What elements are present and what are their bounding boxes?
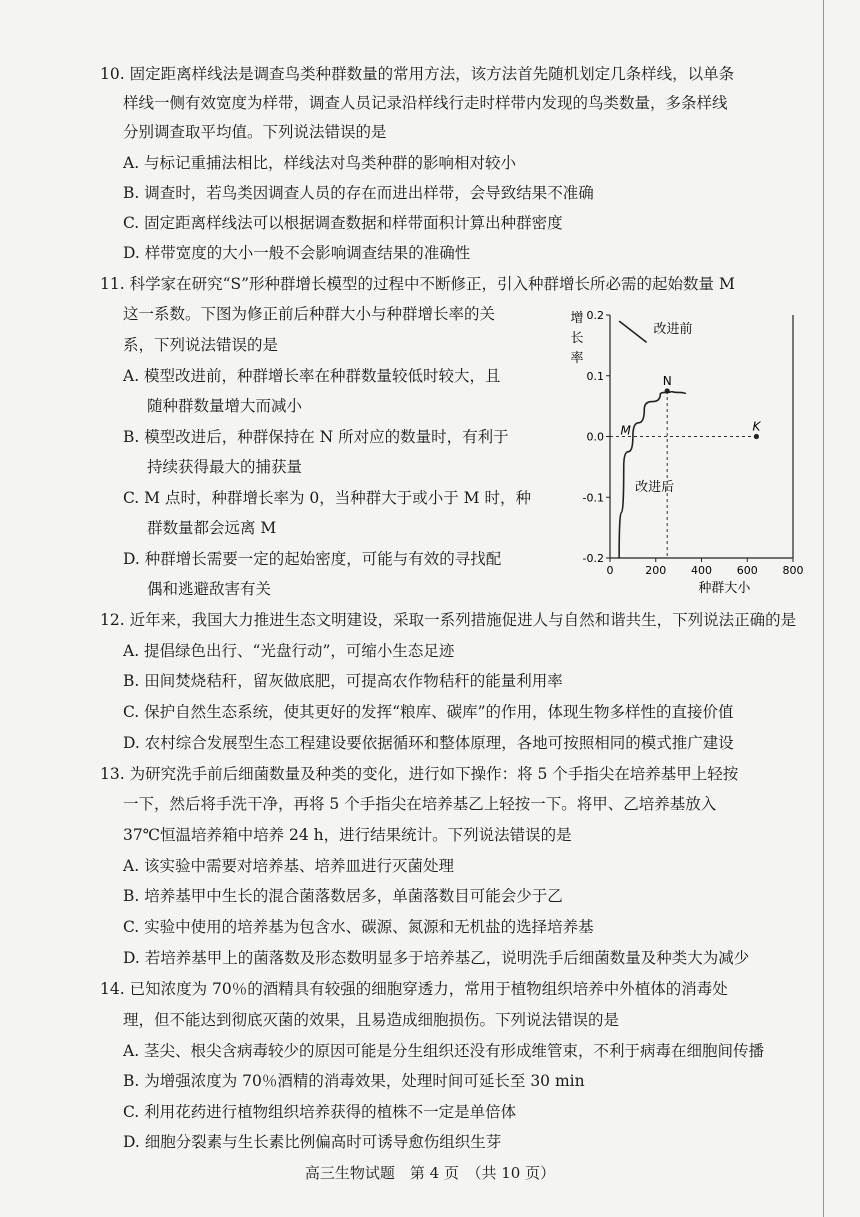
q14-option-b: B. 为增强浓度为 70％酒精的消毒效果，处理时间可延长至 30 min [123, 1072, 585, 1090]
q14-option-c: C. 利用花药进行植物组织培养获得的植株不一定是单倍体 [123, 1103, 517, 1121]
q13-option-c: C. 实验中使用的培养基为包含水、碳源、氮源和无机盐的选择培养基 [123, 918, 594, 936]
chart-label-m: M [620, 423, 631, 438]
growth-rate-chart [555, 300, 815, 600]
q12-stem-line: 12. 近年来，我国大力推进生态文明建设，采取一系列措施促进人与自然和谐共生，下列说法正确的是 [100, 611, 797, 629]
chart-y-tick-label: -0.1 [582, 491, 604, 505]
page-edge-line [823, 0, 824, 1217]
q11-option-c-cont: 群数量都会远离 M [147, 519, 277, 537]
q10-stem-line: 分别调查取平均值。下列说法错误的是 [123, 123, 387, 141]
q11-option-b-cont: 持续获得最大的捕获量 [147, 458, 303, 476]
chart-x-tick-label: 200 [645, 564, 667, 577]
chart-series-before [619, 321, 646, 342]
q10-option-b: B. 调查时，若鸟类因调查人员的存在而进出样带，会导致结果不准确 [123, 184, 594, 202]
chart-point-k [754, 434, 759, 439]
chart-y-tick-label: -0.2 [582, 552, 604, 565]
q13-stem-line: 13. 为研究洗手前后细菌数量及种类的变化，进行如下操作：将 5 个手指尖在培养基甲上轻按 [100, 765, 739, 783]
chart-ylabel-char: 增 [570, 311, 584, 326]
q13-stem-line: 一下，然后将手洗干净，再将 5 个手指尖在培养基乙上轻按一下。将甲、乙培养基放入 [123, 795, 717, 813]
chart-y-tick-label: 0.1 [586, 369, 604, 383]
page-footer: 高三生物试题 第 4 页 （共 10 页） [304, 1164, 556, 1182]
q14-stem-line: 14. 已知浓度为 70％的酒精具有较强的细胞穿透力，常用于植物组织培养中外植体的消毒处 [100, 980, 728, 998]
q14-option-a: A. 茎尖、根尖含病毒较少的原因可能是分生组织还没有形成维管束，不利于病毒在细胞间传播 [123, 1042, 765, 1060]
chart-x-tick-label: 400 [691, 564, 712, 577]
chart-label-n: N [662, 373, 672, 388]
chart-ylabel-char: 长 [570, 331, 584, 346]
q10-option-c: C. 固定距离样线法可以根据调查数据和样带面积计算出种群密度 [123, 214, 563, 232]
q11-option-d-cont: 偶和逃避敌害有关 [147, 580, 272, 598]
chart-point-n [665, 388, 670, 393]
q10-stem-line: 样线一侧有效宽度为样带，调查人员记录沿样线行走时样带内发现的鸟类数量，多条样线 [123, 94, 728, 112]
chart-xlabel: 种群大小 [698, 581, 751, 596]
q12-option-a: A. 提倡绿色出行、“光盘行动”，可缩小生态足迹 [123, 642, 455, 660]
q11-option-a-cont: 随种群数量增大而减小 [147, 397, 303, 415]
q10-stem-line: 10. 固定距离样线法是调查鸟类种群数量的常用方法，该方法首先随机划定几条样线，以单条 [100, 65, 735, 83]
q10-option-d: D. 样带宽度的大小一般不会影响调查结果的准确性 [123, 244, 471, 262]
chart-x-tick-label: 800 [782, 564, 804, 577]
chart-y-tick-label: 0.0 [586, 430, 604, 444]
q11-option-a: A. 模型改进前，种群增长率在种群数量较低时较大，且 [123, 367, 501, 385]
q11-option-c: C. M 点时，种群增长率为 0，当种群大于或小于 M 时，种 [123, 489, 531, 507]
q11-stem-line: 11. 科学家在研究“S”形种群增长模型的过程中不断修正，引入种群增长所必需的起始数量 M [100, 275, 735, 293]
q13-option-b: B. 培养基甲中生长的混合菌落数居多，单菌落数目可能会少于乙 [123, 887, 563, 905]
q11-stem-line: 系，下列说法错误的是 [123, 336, 279, 354]
q12-option-b: B. 田间焚烧秸秆，留灰做底肥，可提高农作物秸秆的能量利用率 [123, 672, 563, 690]
q13-stem-line: 37℃恒温培养箱中培养 24 h，进行结果统计。下列说法错误的是 [123, 826, 572, 844]
q10-option-a: A. 与标记重捕法相比，样线法对鸟类种群的影响相对较小 [123, 154, 517, 172]
q14-option-d: D. 细胞分裂素与生长素比例偏高时可诱导愈伤组织生芽 [123, 1133, 502, 1151]
chart-series-after [619, 391, 685, 558]
q13-option-d: D. 若培养基甲上的菌落数及形态数明显多于培养基乙，说明洗手后细菌数量及种类大为减少 [123, 949, 750, 967]
chart-label-k: K [752, 419, 761, 434]
chart-x-tick-label: 0 [606, 564, 614, 577]
q12-option-c: C. 保护自然生态系统，使其更好的发挥“粮库、碳库”的作用，体现生物多样性的直接价值 [123, 703, 734, 721]
chart-ylabel-char: 率 [570, 351, 584, 366]
q13-option-a: A. 该实验中需要对培养基、培养皿进行灭菌处理 [123, 857, 455, 875]
chart-x-tick-label: 600 [736, 564, 758, 577]
chart-label-after: 改进后 [635, 480, 675, 496]
q11-option-b: B. 模型改进后，种群保持在 N 所对应的数量时，有利于 [123, 428, 509, 446]
q11-option-d: D. 种群增长需要一定的起始密度，可能与有效的寻找配 [123, 550, 502, 568]
chart-label-before: 改进前 [653, 322, 693, 338]
q14-stem-line: 理，但不能达到彻底灭菌的效果，且易造成细胞损伤。下列说法错误的是 [123, 1011, 620, 1029]
q11-stem-line: 这一系数。下图为修正前后种群大小与种群增长率的关 [123, 305, 496, 323]
q12-option-d: D. 农村综合发展型生态工程建设要依据循环和整体原理，各地可按照相同的模式推广建设 [123, 734, 734, 752]
chart-y-tick-label: 0.2 [586, 309, 604, 322]
